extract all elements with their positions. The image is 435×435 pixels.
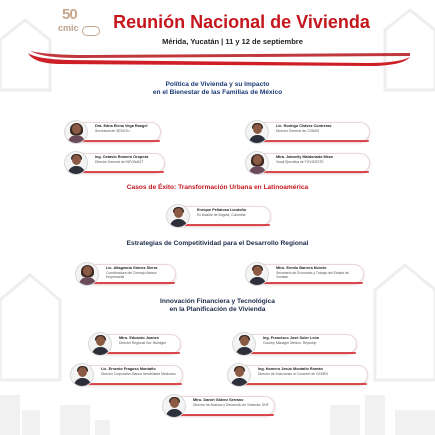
section-title-politica: [0, 81, 435, 97]
speaker-card: [245, 151, 369, 175]
logo-part: 50: [62, 6, 77, 23]
speaker-photo: [64, 151, 88, 175]
section-title-casos-exito: [0, 184, 435, 192]
speaker-name: Ing. Octavio Romero Oropeza: [95, 155, 149, 159]
logo-part: cmic: [58, 23, 79, 33]
section-title-innovacion: [0, 298, 435, 314]
section-title-line: en el Bienestar de las Familias de México: [152, 89, 283, 96]
speaker-name: Ing. Francisco José Soler León: [263, 336, 320, 340]
section-title-line: Política de Vivienda y su Impacto: [165, 81, 270, 88]
speaker-name: Mtro. Ermilo Barrera Novelo: [276, 266, 327, 270]
speaker-card: [70, 363, 182, 387]
event-title: Reunión Nacional de Vivienda: [113, 12, 370, 32]
speaker-role: Director de Soluciones al Concreto de CEMEX: [258, 372, 329, 376]
speaker-photo: [166, 204, 190, 228]
speaker-role: Director General de CONAVI: [276, 129, 320, 133]
speaker-role: Director General de INFONAVIT: [95, 160, 144, 164]
speaker-role: Secretaria de SEDATU: [95, 129, 130, 133]
section-title-line: en la Planificación de Vivienda: [169, 306, 266, 313]
speaker-name: Ing. Homero Jesús Montaño Román: [258, 367, 323, 371]
section-title-line: Innovación Financiera y Tecnológica: [160, 298, 275, 305]
speaker-name: Lic. Altagracia Gómez Sierra: [106, 266, 158, 270]
speaker-photo: [75, 262, 99, 286]
speaker-role: Ex Alcalde de Bogotá, Colombia: [197, 213, 246, 217]
speaker-photo: [245, 120, 269, 144]
speaker-photo: [245, 151, 269, 175]
speaker-photo: [232, 332, 256, 356]
speaker-card: [162, 394, 274, 418]
speaker-card: [232, 332, 356, 356]
speaker-card: [75, 262, 175, 286]
speaker-photo: [162, 394, 186, 418]
speaker-name: Mtra. Jabneily Maldonado Meza: [276, 155, 333, 159]
speaker-photo: [64, 120, 88, 144]
speaker-role: Country Manager México, Repsdrip: [263, 341, 317, 345]
speaker-photo: [70, 363, 94, 387]
section-title-competitividad: [0, 240, 435, 248]
speaker-card: [64, 151, 164, 175]
speaker-role: Coordinadora del Consejo Asesor Empresarial: [106, 271, 157, 279]
speaker-role: Director de Avaluos y Desarrollo de Vivienda, SHF: [193, 403, 269, 407]
speaker-name: Enrique Peñalosa Londoño: [197, 208, 247, 212]
speaker-role: Secretario de Economía y Trabajo del Estado de Yucatán: [276, 271, 349, 279]
speaker-role: Director Corporativo Banca Inmobiliaria Mexicano: [101, 372, 176, 376]
speaker-photo: [245, 262, 269, 286]
speaker-name: Mtro. Eduardo Juanes: [119, 336, 159, 340]
speaker-card: [88, 332, 180, 356]
red-brush-stroke: [28, 47, 410, 67]
event-location-date: Mérida, Yucatán | 11 y 12 de septiembre: [162, 37, 303, 46]
speaker-name: Mtro. Daniel Gálvez Serrano: [193, 398, 244, 402]
speaker-name: Lic. Ernesto Fragoso Montaño: [101, 367, 156, 371]
section-title-line: Estrategias de Competitividad para el Desarrollo Regional: [126, 240, 309, 247]
speaker-card: [64, 120, 160, 144]
speaker-card: [166, 204, 270, 228]
speaker-role: Director Regional Sur, Buildgen: [119, 341, 167, 345]
speaker-card: [245, 262, 363, 286]
speaker-name: Lic. Rodrigo Chávez Contreras: [276, 124, 332, 128]
speaker-role: Vocal Ejecutiva de FOVISSSTE: [276, 160, 324, 164]
speaker-photo: [227, 363, 251, 387]
section-title-line: Casos de Éxito: Transformación Urbana en Latinoamérica: [126, 184, 309, 191]
speaker-name: Dra. Edna Elena Vega Rangel: [95, 124, 148, 128]
speaker-card: [227, 363, 367, 387]
speaker-card: [245, 120, 369, 144]
speaker-photo: [88, 332, 112, 356]
